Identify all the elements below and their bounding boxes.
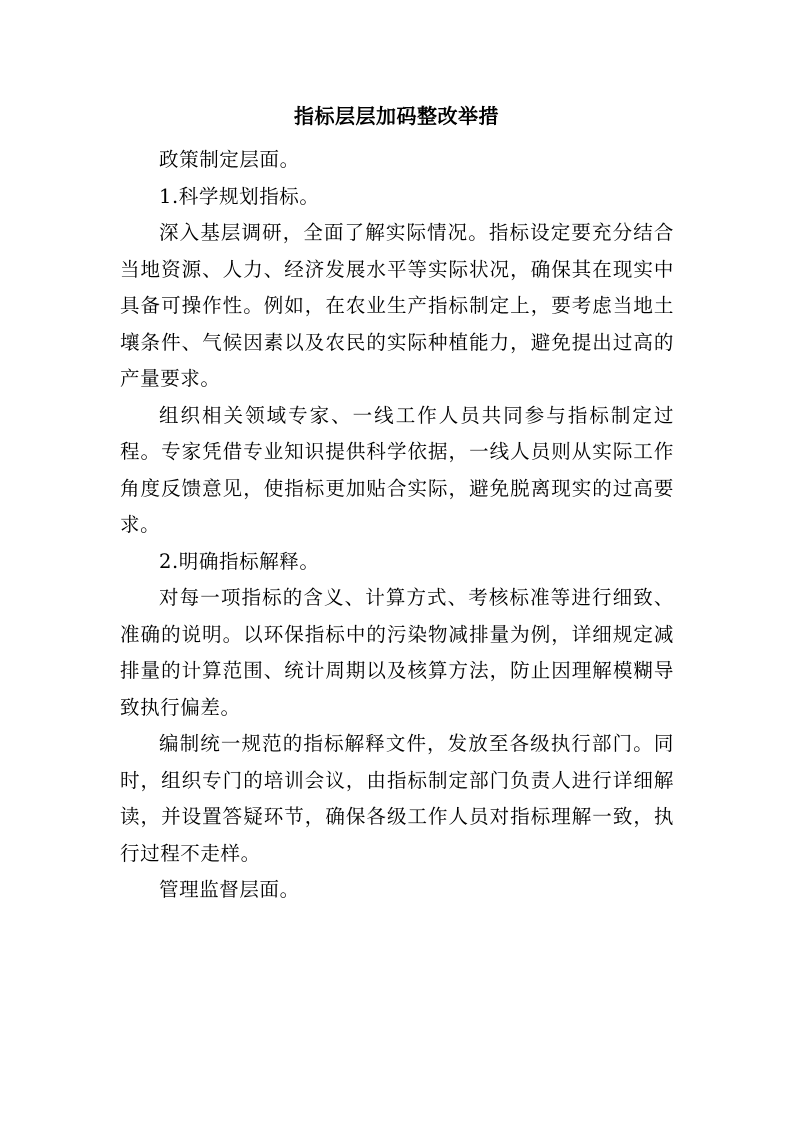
document-body: [120, 142, 674, 909]
section-heading-policy: 政策制定层面。: [159, 148, 300, 171]
paragraph-expert-participation: 组织相关领域专家、一线工作人员共同参与指标制定过程。专家凭借专业知识提供科学依据，一线人员则从实际工作角度反馈意见，使指标更加贴合实际，避免脱离现实的过高要求。: [120, 403, 674, 536]
document-title: 指标层层加码整改举措: [294, 104, 499, 128]
section-heading-supervision: 管理监督层面。: [159, 878, 300, 901]
paragraph-indicator-definitions: 对每一项指标的含义、计算方式、考核标准等进行细致、准确的说明。以环保指标中的污染物减排量为例，详细规定减排量的计算范围、统计周期以及核算方法，防止因理解模糊导致执行偏差。: [120, 586, 674, 719]
paragraph-field-research: 深入基层调研，全面了解实际情况。指标设定要充分结合当地资源、人力、经济发展水平等实际状况，确保其在现实中具备可操作性。例如，在农业生产指标制定上，要考虑当地土壤条件、气候因素以及农民的实际种植能力，避免提出过高的产量要求。: [120, 221, 674, 390]
subheading-clarify-indicators: 2.明确指标解释。: [159, 549, 320, 573]
paragraph-interpretation-documents: 编制统一规范的指标解释文件，发放至各级执行部门。同时，组织专门的培训会议，由指标制定部门负责人进行详细解读，并设置答疑环节，确保各级工作人员对指标理解一致，执行过程不走样。: [120, 732, 674, 865]
subheading-plan-indicators: 1.科学规划指标。: [159, 184, 320, 208]
